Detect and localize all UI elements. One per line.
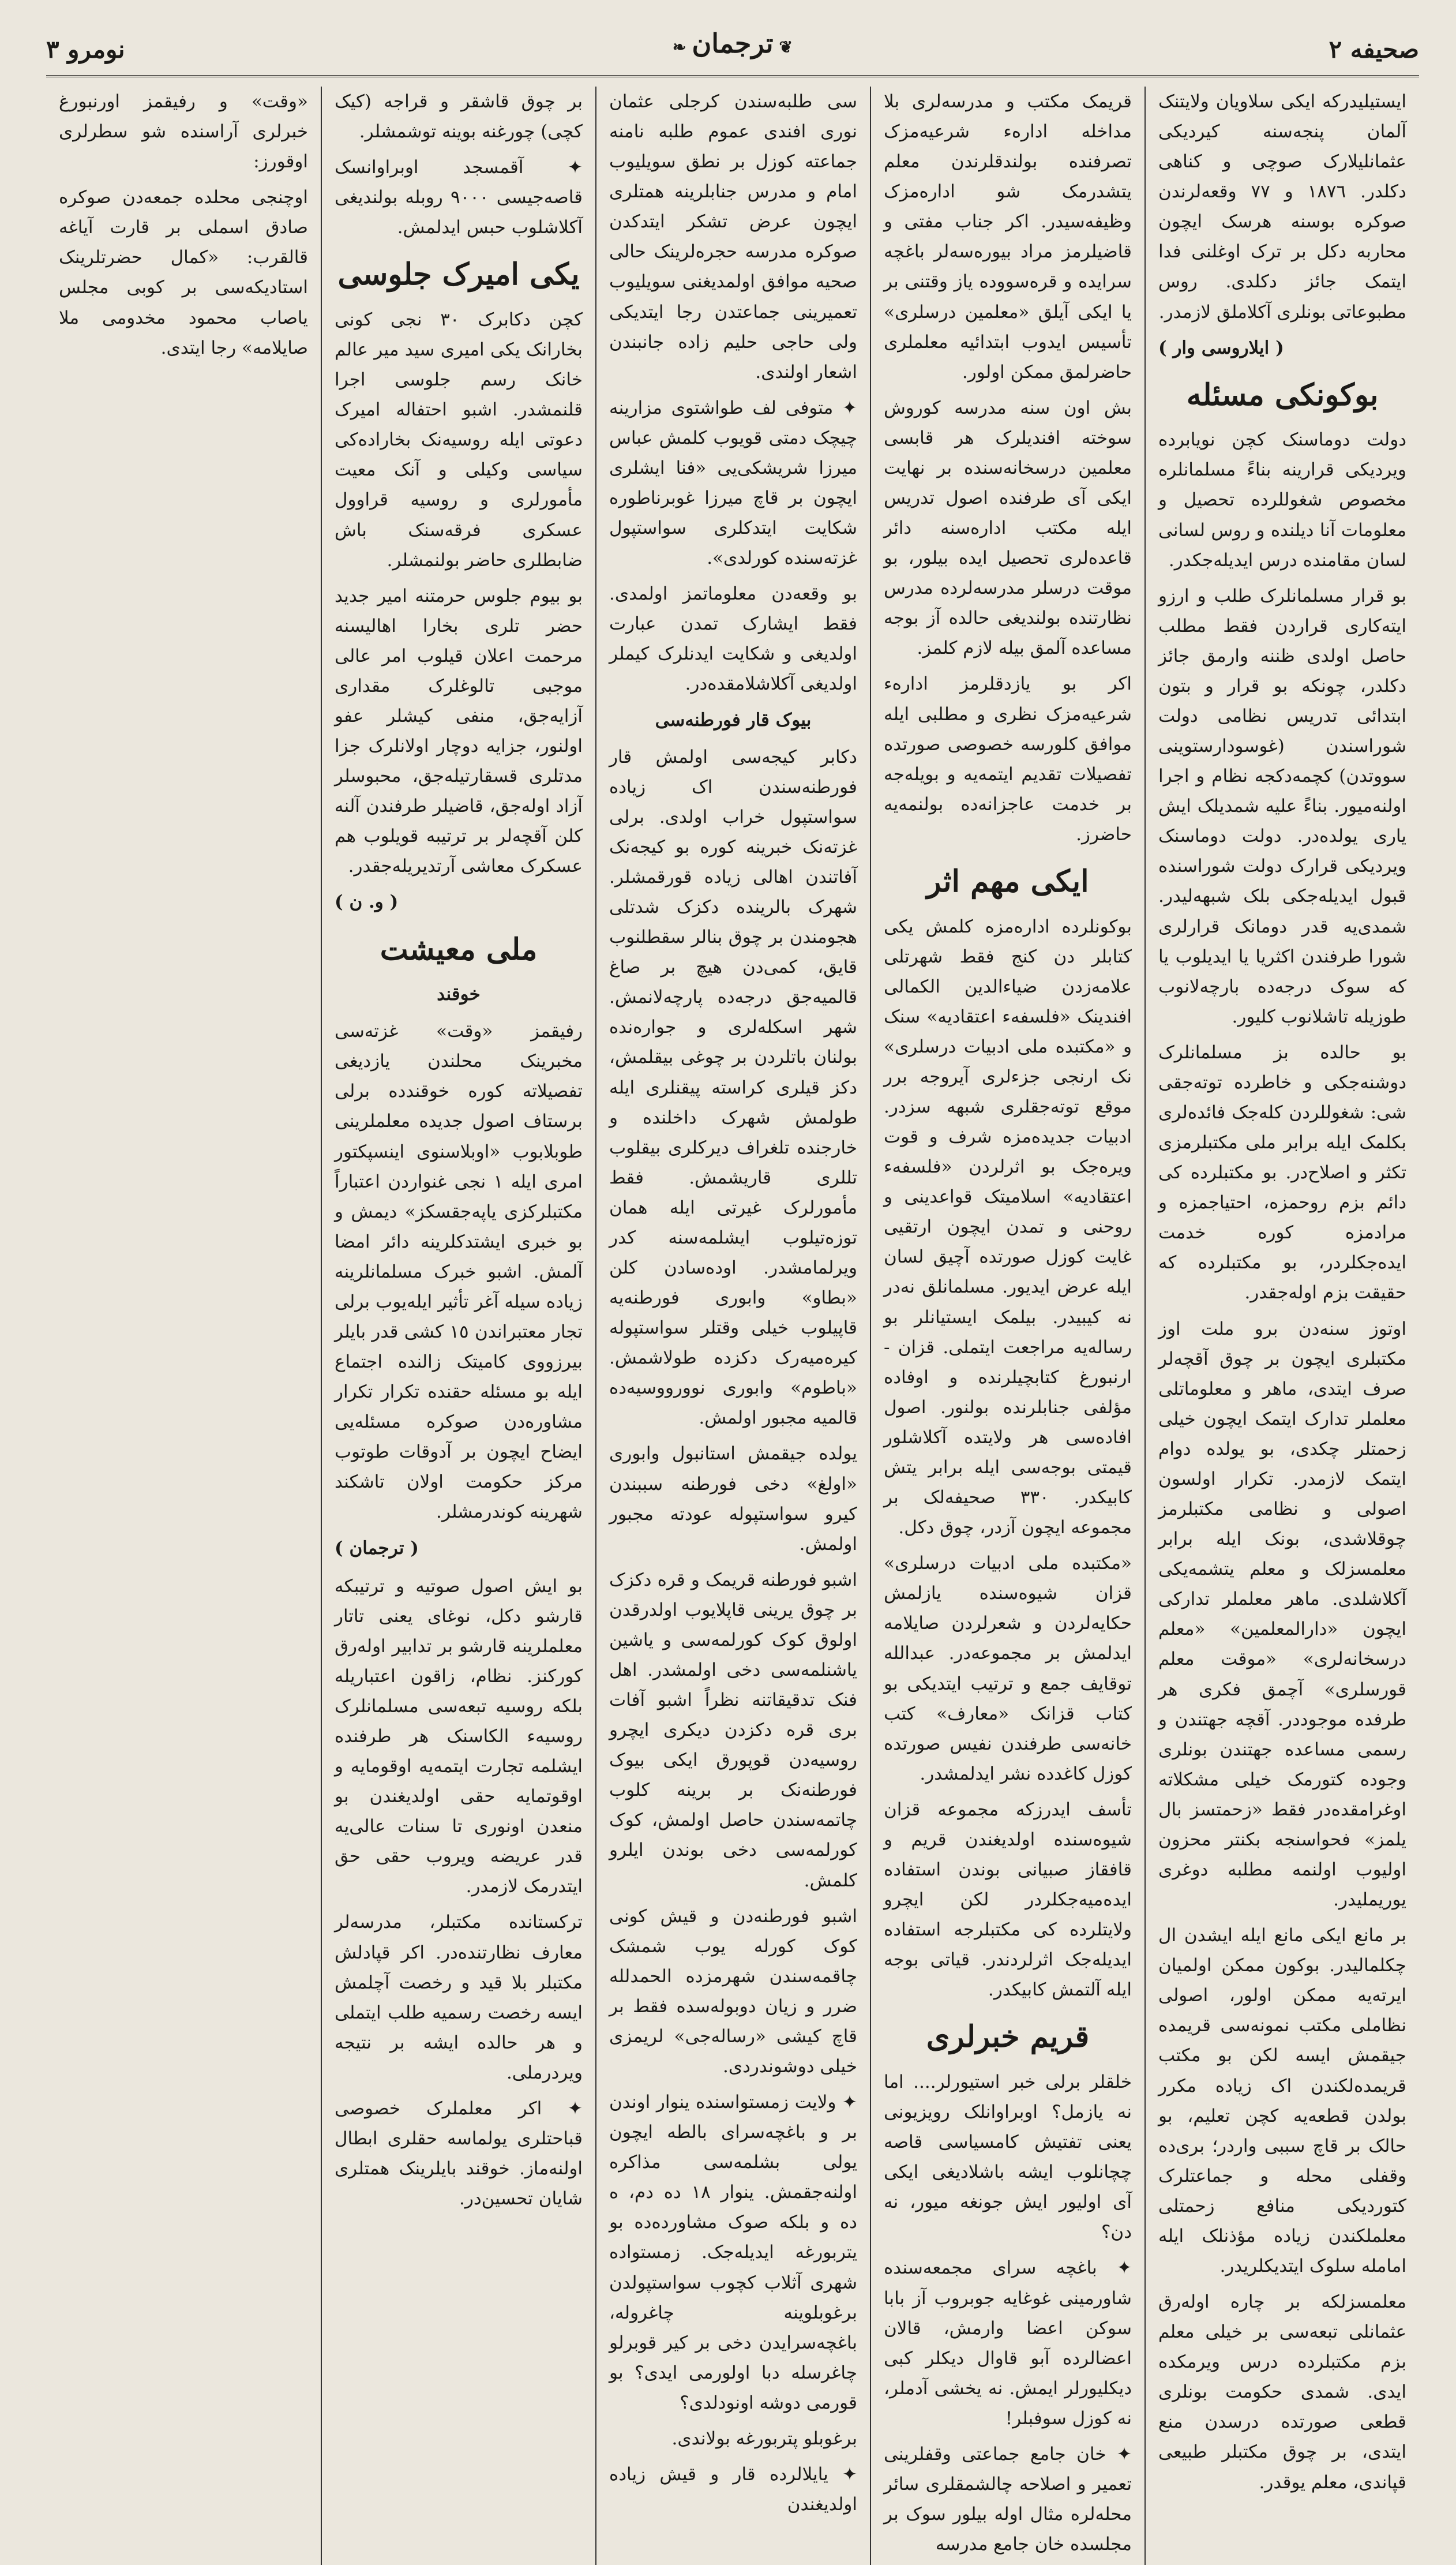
signature: ( ایلاروسی وار ) bbox=[1158, 337, 1284, 358]
paragraph: دولت دوماسنک کچن نویابرده ویردیکی قرارینه بناءً مسلمانلره مخصوص شغوللرده تحصیل و معلومات آنا دیلنده و روس لسانی لسان مقامنده درس ایدیله‌جکدر. bbox=[1158, 429, 1406, 571]
paragraph: ✦ آقمسجد اوبراوانسک قاصه‌جیسی ٩٠٠٠ روبله بولندیغی آکلاشلوب حبس ایدلمش. bbox=[335, 157, 583, 238]
column-1 bbox=[1144, 87, 1419, 2565]
paragraph: یولده جیقمش استانبول وابوری «اولغ» دخی فورطنه سببندن کیرو سواستپوله عودته مجبور اولمش. bbox=[609, 1443, 857, 1555]
section-headline: یکی امیرک جلوسی bbox=[337, 257, 580, 293]
paragraph: بش اون سنه مدرسه کوروش سوخته افندیلرک هر قابسی معلمین درسخانه‌سنده بر نهایت ایکی آی طرفنده اصول تدریس ایله مکتب اداره‌سنه دائر قاعده‌لری تحصیل ایده بیلور، بو موقت درسلر مدرسه‌لرده مدرس نظارتنده بولندیغی حالده آز بوجه مساعده آلمق بیله لازم کلمز. bbox=[884, 397, 1132, 659]
paragraph: ✦ ولایت زمستواسنده ینوار اوندن بر و باغچه‌سرای بالطه ایچون یولی بشلمه‌سی مذاکره اولنه‌جقمش. ینوار ١٨ ده دم، ه ده و بلکه صوک مشاورده‌ده بو یتربورغه ایدیله‌جک. زمستوا‌ده شهری آثلاب کچوب سواستپولدن برغوبلوینه چاغروله، باغچه‌سرایدن دخی بر کیر قوبرلو چاغرسله دبا اولورمی ایدی؟ بو قورمی دوشه اونودلدی؟ bbox=[609, 2092, 858, 2413]
paragraph: اشبو فورطنه‌دن و قیش کونی کوک کورله یوب شمشک چاقمه‌سندن شهرمزده الحمدلله ضرر و زیان دوبوله‌سده فقط بر قاچ کیشی «رساله‌جی» لریمزی خیلی دوشوندردی. bbox=[609, 1905, 857, 2077]
section-headline: ایکی مهم اثر bbox=[926, 863, 1089, 899]
signature: ( و. ن ) bbox=[335, 892, 399, 913]
section-headline: قریم خبرلری bbox=[926, 2019, 1090, 2055]
paragraph: بو حالده بز مسلمانلرک دوشنه‌جکی و خاطرده توته‌جقی شی: شغوللردن کله‌جک فائده‌لری بکلمک ایله برابر ملی مکتبلرمزی تکثر و اصلاح‌در. بو مکتبلرده کی دائم بزم روحمزه، احتیاجمزه و مرادمزه کوره خدمت ایده‌جکلردر، بو مکتبلرده که حقیقت بزم اوله‌جقدر. bbox=[1158, 1042, 1406, 1304]
paragraph: ✦ یایلالرده قار و قیش زیاده اولدیغندن bbox=[609, 2464, 857, 2515]
issue-number: نومرو ٣ bbox=[46, 35, 125, 63]
paragraph: اوتوز سنه‌دن برو ملت اوز مکتبلری ایچون بر چوق آقچه‌لر صرف ایتدی، ماهر و معلوماتلی معلملر تدارک ایتمک ایچون خیلی زحمتلر چکدی، بو یولده دوام ایتمک لازمدر. تکرار اولسون اصولی و نظامی مکتبلرمز چوقلاشدی، بونک ایله برابر معلمسزلک و معلم یتشمه‌یکی آکلاشلدی. ماهر معلملر تدارکی ایچون «دارالمعلمین» «معلم درسخانه‌لری» «موقت معلم قورسلری» آچمق فکری هر طرفده موجوددر. آقچه جهتندن و رسمی مساعده جهتندن بونلری وجوده کتورمک خیلی مشکلاته اوغرامقده‌در فقط «زحمتسز بال یلمز» فحواسنجه بکنتر محزون اولیوب اولنمه مطلبه دوغری یوریملیدر. bbox=[1158, 1318, 1406, 1911]
paragraph: «مکتبده ملی ادبیات درسلری» قزان شیوه‌سنده یازلمش حکایه‌لردن و شعرلردن صایلامه ایدلمش بر مجموعه‌در. عبدالله توقایف جمع و ترتیب ایتدیکی بو کتاب قزانک «معارف» کتب خانه‌سی طرفندن نفیس صورتده کوزل کاغدده نشر ایدلمشدر. bbox=[884, 1553, 1132, 1784]
paragraph: ✦ خان جامع جماعتی وقفلرینی تعمیر و اصلاحه چالشمقلری سائر محله‌لره مثال اوله بیلور سوک بر مجلسده خان جامع مدرسه bbox=[884, 2443, 1132, 2555]
paragraph: بو قرار مسلمانلرک طلب و ارزو ایته‌کاری قراردن فقط مطلب حاصل اولدی ظننه وارمق جائز دکلدر، چونکه بو قرار و بتون ابتدائی تدریس نظامی دولت شوراسندن (غوسودارستوینی سووتدن) کچمه‌دکجه نظام و اجرا اولنه‌میور. بناءً علیه شمدیلک ایش یاری یولده‌در. دولت دوماسنک ویردیکی قرارک دولت شوراسنده قبول ایدیله‌جکی بلک شبهه‌لیدر. شمدی‌یه قدر دومانک قرارلری شورا طرفندن اکثریا یا ایدیلوب یا که سوک درجه‌ده بارچه‌لانوب طوزیله تاشلانوب کلیور. bbox=[1158, 585, 1406, 1027]
ornament-icon: ❧ bbox=[673, 38, 686, 57]
paragraph: کچن دکابرک ٣٠ نجی کونی بخارانک یکی امیری سید میر عالم خانک رسم جلوسی اجرا قلنمشدر. اشبو احتفاله امیرک دعوتی ایله روسیه‌نک بخاراده‌کی سیاسی وکیلی و آنک معیت مأمورلری و روسیه قراوول عسکری فرقه‌سنک باش ضابطلری حاضر بولنمشلر. bbox=[335, 309, 583, 571]
section-headline: بوکونکی مسئله bbox=[1186, 377, 1379, 413]
paper-name: ترجمان bbox=[692, 28, 774, 59]
paragraph: برغوبلو پتربورغه بولاندی. bbox=[671, 2428, 857, 2449]
column-3 bbox=[595, 87, 870, 2565]
paragraph: خلقلر برلی خبر استیورلر.... اما نه یازمل؟ اوبراوانلک رویزیونی یعنی تفتیش کامسیاسی قاصه چچانلوب ایشه باشلادیغی ایکی آی اولیور ایش جونغه میور، نه دن؟ bbox=[884, 2071, 1132, 2243]
paragraph: ✦ باغچه سرای مجمعه‌سنده شاورمینی غوغایه جوبروب آز بابا سوکن اعضا وارمش، قالان اعضالرده آبو قاوال دیکلر کبی دیکلیورلر ایمش. نه یخشی آدملر، نه کوزل سوفبلر! bbox=[884, 2257, 1132, 2429]
paragraph: بر مانع ایکی مانع ایله ایشدن ال چکلمالیدر. بوکون ممکن اولمیان ایرته‌یه ممکن اولور، اصولی نظاملی مکتب نمونه‌سی قریمده جیقمش ایسه لکن بو مکتب قریمده‌لکندن اک زیاده مکرر بولدن قطعه‌یه کچن تعلیم، بو حالک بر قاچ سببی واردر؛ بری‌ده وقفلی محله و جماعتلرک کتوردیکی منافع زحمتلی معلملکندن زیاده مؤذنلک ایله امامله سلوک ایتدیکلریدر. bbox=[1158, 1925, 1406, 2276]
paragraph: رفیقمز «وقت» غزته‌سی مخبرینک محلندن یازدیغی تفصیلاته کوره خوقندده برلی برستاف اصول جدیده معلملرینی طوبلابوب «اوبلاسنوی اینسپکتور امری ایله ١ نجی غنواردن اعتباراً مکتبلرکزی یاپه‌جقسکز» دیمش و بو خبری ایشتدکلرینه دائر امضا آلمش. اشبو خبرک مسلمانلرینه زیاده سیله آغر تأثیر ایله‌یوب برلی تجار معتبراندن ١٥ کشی قدر بایلر بیرزووی کامیتک زالنده اجتماع ایله بو مسئله حقنده تکرار تکرار مشاوره‌دن صوکره مسئله‌یی ایضاح ایچون بر آدوقات طوتوب مرکز حکومت اولان تاشکند شهرینه کوندرمشلر. bbox=[335, 1021, 583, 1523]
sub-heading: خوقند bbox=[437, 984, 481, 1005]
paragraph: اوچنجی محلده جمعه‌دن صوکره صادق اسملی بر قارت آیاغه قالقرب: «کمال حضرتلرینک استادیکه‌سی بر کوبی مجلس یاصاب محمود مخدومی ملا صایلامه» رجا ایتدی. bbox=[59, 187, 308, 358]
paragraph: بر چوق قاشقر و قراجه (کیک کچی) چورغنه بوینه توشمشلر. bbox=[335, 91, 583, 143]
sub-heading: بیوک قار فورطنه‌سی bbox=[655, 709, 812, 731]
paragraph: بو ایش اصول صوتیه و ترتیبکه قارشو دکل، نوغای یعنی تاتار معلملرینه قارشو بر تدابیر اوله‌رق کورکنز. نظام، زاقون اعتباریله بلکه روسیه تبعه‌سی مسلمانلرک روسیه‌ء الکاسنک هر طرفنده ایشلمه تجارت ایتمه‌یه اوقومایه و اوقوتمایه حقی اولدیغندن بو منعدن اونوری تا سنات عالی‌یه قدر عریضه ویروب حقی حق ایتدرمک لازمدر. bbox=[335, 1575, 583, 1897]
paragraph: اشبو فورطنه قریمک و قره دکزک بر چوق یرینی قاپلایوب اولدرقدن اولوق کوک کورلمه‌سی و یاشین یاشنلمه‌سی دخی اولمشدر. اهل فنک تدقیقاتنه نظراً اشبو آفات بری قره دکزدن دیکری ایچرو روسیه‌دن قوپورق ایکی بیوک فورطنه‌نک بر برینه کلوب چاتمه‌سندن حاصل اولمش، کوک کورلمه‌سی دخی بوندن ایلرو کلمش. bbox=[609, 1569, 857, 1891]
paragraph: سی طلبه‌سندن کرجلی عثمان نوری افندی عموم طلبه نامنه جماعته کوزل بر نطق سویلیوب امام و مدرس جنابلرینه همتلری ایچون عرض تشکر ایتدکدن صوکره مدرسه حجره‌لرینک حالی صحیه موافق اولمدیغنی سویلیوب تعمیرینی جماعتدن رجا ایتدیکی ولی حاجی حلیم زاده جانبندن اشعار اولندی. bbox=[609, 91, 857, 383]
paragraph: اکر بو یازدقلرمز اداره‌ء شرعیه‌مزک نظری و مطلبی ایله موافق کلورسه خصوصی صورتده تفصیلات تقدیم ایتمه‌یه و بویله‌جه بر خدمت عاجزانه‌ده بولنمه‌یه حاضرز. bbox=[884, 673, 1132, 845]
paragraph: بو وقعه‌دن معلوماتمز اولمدی. فقط ایشارک تمدن عبارت اولدیغی و شکایت ایدنلرک کیملر اولدیغی آکلاشلامقده‌در. bbox=[609, 583, 857, 695]
paragraph: ایستیلیدرکه ایکی سلاویان ولایتنک آلمان پنجه‌سنه کیردیکی عثمانلیلارک صوچی و کناهی دکلدر. ١٨٧٦ و ٧٧ وقعه‌لرندن صوکره بوسنه هرسک ایچون محاربه دکل بر ترک اوغلنی فدا ایتمک جائز دکلدی. روس مطبوعاتی بونلری آکلاملق لازمدر. bbox=[1158, 91, 1406, 323]
column-5 bbox=[46, 87, 321, 2565]
paragraph: قریمک مکتب و مدرسه‌لری بلا مداخله اداره‌ء شرعیه‌مزک تصرفنده بولندقلرندن معلم یتشدرمک شو اداره‌مزک وظیفه‌سیدر. اکر جناب مفتی و قاضیلرمز مراد بیوره‌سه‌لر باغچه سرایده و قره‌سووده یاز وقتنی بر یا ایکی آیلق «معلمین درسلری» تأسیس ایدوب ابتدائیه معلملری حاضرلمق ممکن اولور. bbox=[884, 91, 1132, 383]
column-2 bbox=[870, 87, 1144, 2565]
paragraph: تأسف ایدرزکه مجموعه قزان شیوه‌سنده اولدیغندن قریم و قافقاز صبیانی بوندن استفاده ایده‌میه‌جکلردر لکن ایچرو ولایتلرده کی مکتبلرجه استفاده ایدیله‌جک اثرلردندر. قیاتی بوجه ایله آلتمش کابیکدر. bbox=[884, 1799, 1132, 2001]
paragraph: بوکونلرده اداره‌مزه کلمش یکی کتابلر دن کنج فقط شهرتلی علامه‌زدن ضیاءالدین الکمالی افندینک «فلسفه‌ء اعتقادیه» سنک و «مکتبده ملی ادبیات درسلری» نک ارنجی جزءلری آیروجه برر موقع توته‌جقلری شبهه سزدر. ادبیات جدیده‌مزه شرف و قوت ویره‌جک بو اثرلردن «فلسفه‌ء اعتقادیه» اسلامیتک قواعدینی و روحنی و تمدن ایچون ارتقیی غایت کوزل صورتده آچیق لسان ایله عرض ایدیور. مسلمانلق نه‌در نه کیبیدر. بیلمک ایستیانلر بو رساله‌یه مراجعت ایتملی. قزان - ارنبورغ کتابچیلرنده و اوفاده مؤلفی جنابلرنده بولنور. اصول افاده‌سی هر ولایتده آکلاشلور قیمتی بوجه‌سی ایله برابر یتش کابیکدر. ٣٣٠ صحیفه‌لک بر مجموعه ایچون آزدر، چوق دکل. bbox=[884, 916, 1132, 1538]
section-headline: ملی معیشت bbox=[380, 931, 538, 967]
paragraph: ترکستانده مکتبلر، مدرسه‌لر معارف نظارتنده‌در. اکر قپادلش مکتبلر بلا قید و رخصت آچلمش ایسه رخصت رسمیه طلب ایتملی و هر حالده ایشه بر نتیجه ویردرملی. bbox=[335, 1912, 583, 2083]
paragraph: «وقت» و رفیقمز اورنبورغ خبرلری آراسنده شو سطرلری اوقورز: bbox=[59, 91, 308, 173]
paragraph: دکابر کیجه‌سی اولمش قار فورطنه‌سندن اک زیاده سواستپول خراب اولدی. برلی غزته‌نک خبرینه کوره بو کیجه‌نک آفاتندن اهالی زیاده قورقمشلر. شهرک بالرینده دکزک شدتلی هجومندن بر چوق بنالر سقطلنوب قایق، کمی‌دن هیچ بر صاغ قالمیه‌جق درجه‌ده پارچه‌لانمش. شهر اسکله‌لری و جواره‌نده بولنان باتلردن بر چوغی بیقلمش، دکز قیلری کراسته پیقنلری ایله طولمش شهرک داخلنده و خارجنده تلغراف دیرکلری بیقلوب تللری قاریشمش. فقط مأمورلرک غیرتی ایله همان توزه‌تیلوب ایشلمه‌سنه کدر ویرلمامشدر. اوده‌سادن کلن «بطاو» وابوری فورطنه‌یه قاپیلوب خیلی وقتلر سواستپوله کیره‌میه‌رک دکزده طولاشمش. «باطوم» وابوری نوورووسیه‌ده قالمیه مجبور اولمش. bbox=[609, 746, 857, 1429]
paragraph: ✦ اکر معلملرک خصوصی قباحتلری یولماسه حقلری ابطال اولنه‌ماز. خوقند بایلرینک همتلری شایان تحسین‌در. bbox=[335, 2098, 583, 2210]
columns-area bbox=[46, 87, 1419, 2555]
paragraph: ✦ متوفی لف طواشتوی مزارینه چیچک دمتی قویوب کلمش عباس میرزا شریشکی‌یی «فنا ایشلری ایچون بر قاچ میرزا غوبرناطوره شکایت ایتدکلری سواستپول غزته‌سنده کورلدی». bbox=[609, 397, 857, 569]
signature: ( ترجمان ) bbox=[335, 1537, 419, 1559]
paper-title bbox=[644, 28, 821, 59]
column-4 bbox=[321, 87, 595, 2565]
masthead bbox=[46, 23, 1419, 77]
ornament-icon: ❦ bbox=[779, 38, 793, 57]
page-number: صحیفه ٢ bbox=[1329, 35, 1419, 63]
paragraph: معلمسزلکه بر چاره اوله‌رق عثمانلی تبعه‌سی بر خیلی معلم بزم مکتبلرده درس ویرمکده ایدی. شمدی حکومت بونلری قطعی صورتده درسدن منع ایتدی، بر چوق مکتبلر طبیعی قپاندی، معلم یوقدر. bbox=[1158, 2291, 1406, 2493]
paragraph: بو بیوم جلوس حرمتنه امیر جدید حضر تلری بخارا اهالیسنه مرحمت اعلان قیلوب امر عالی موجبی تالوغلرک مقداری آزایه‌جق، منفی کیشلر عفو اولنور، جزایه دوچار اولانلرک جزا مدتلری قسقارتیله‌جق، محبوسلر آزاد اوله‌جق، قاضیلر طرفندن آلنه کلن آقچه‌لر بر ترتیبه قویلوب هم عسکرک معاشی آرتدیریله‌جقدر. bbox=[335, 585, 583, 877]
